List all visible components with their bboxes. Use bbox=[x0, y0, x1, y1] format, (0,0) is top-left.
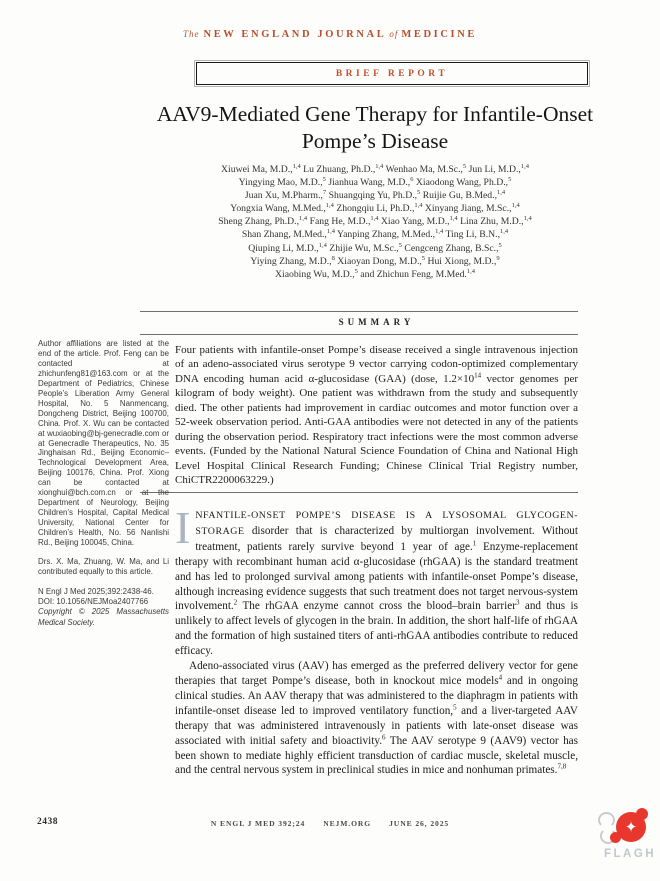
author-line: Qiuping Li, M.D.,$^{1,4}$ Zhijie Wu, M.Sc.,$^5$ Cengceng Zhang, B.Sc.,$^5$ bbox=[248, 241, 502, 254]
watermark-text: FLAGH bbox=[604, 848, 657, 860]
author-line: Yingying Mao, M.D.,$^5$ Jianhua Wang, M.D.,$^6$ Xiaodong Wang, Ph.D.,$^5$ bbox=[238, 175, 512, 189]
summary-rule-top bbox=[140, 311, 578, 312]
summary-heading: SUMMARY bbox=[338, 317, 415, 327]
summary-rule-bottom bbox=[140, 492, 578, 493]
article-body bbox=[175, 502, 578, 790]
contributions-note: Drs. X. Ma, Zhuang, W. Ma, and Li contributed equally to this article. bbox=[38, 557, 169, 576]
page-number: 2438 bbox=[37, 817, 58, 827]
summary-rule-mid bbox=[140, 334, 578, 335]
footer-date: JUNE 26, 2025 bbox=[389, 819, 450, 828]
citation-block bbox=[38, 587, 169, 628]
brief-report-banner bbox=[194, 60, 590, 87]
author-line: Yongxia Wang, M.Med.,$^{1,4}$ Zhongqiu Li, Ph.D.,$^{1,4}$ Xinyang Jiang, M.Sc.,$^{1,4}$ bbox=[230, 202, 520, 215]
author-line: Juan Xu, M.Pharm.,$^7$ Shuangqing Yu, Ph.D.,$^5$ Ruijie Gu, B.Med.,$^{1,4}$ bbox=[244, 188, 506, 202]
copyright-line: Copyright © 2025 Massachusetts Medical Society. bbox=[38, 607, 169, 627]
brief-report-banner-inner bbox=[196, 62, 588, 85]
body-paragraph-1 bbox=[175, 502, 578, 659]
footer-site: NEJM.ORG bbox=[323, 819, 372, 828]
masthead-the: The bbox=[183, 29, 200, 39]
masthead-main: NEW ENGLAND JOURNAL bbox=[203, 29, 387, 40]
watermark-star-icon: ✦ bbox=[624, 819, 638, 836]
lead-smallcaps: NFANTILE-ONSET POMPE’S DISEASE IS A LYSOSOMAL GLYCOGEN-STORAGE bbox=[195, 510, 578, 537]
author-line: Xiaobing Wu, M.D.,$^5$ and Zhichun Feng, M.Med.$^{1,4}$ bbox=[275, 267, 475, 280]
masthead-medicine: MEDICINE bbox=[401, 29, 477, 40]
paragraph-1-text: disorder that is characterized by multiorgan involvement. Without treatment, patients rarely survive beyond 1 year of age.$^1$ Enzyme-replacement therapy with recombinant human acid α-glucosidase (rhGAA) is the standard treatment and has led to prolonged survival among patients with infantile-onset Pompe’s disease, although increasing evidence suggests that such treatment does not target nervous-system involvement.$^2$ The rhGAA enzyme cannot cross the blood–brain barrier$^3$ and thus is unlikely to affect levels of glycogen in the brain. In addition, the short half-life of rhGAA and the formation of high sustained titers of anti-rhGAA antibodies contribute to reduced efficacy. bbox=[175, 524, 578, 658]
doi-line: DOI: 10.1056/NEJMoa2407766 bbox=[38, 597, 149, 607]
author-line: Yiying Zhang, M.D.,$^8$ Xiaoyan Dong, M.D.,$^5$ Hui Xiong, M.D.,$^9$ bbox=[250, 254, 500, 267]
footer-journal-line bbox=[130, 819, 530, 828]
brief-report-label: BRIEF REPORT bbox=[335, 68, 449, 79]
dropcap: I bbox=[175, 502, 191, 553]
margin-notes bbox=[38, 339, 169, 628]
footer-citation: N ENGL J MED 392;24 bbox=[210, 819, 306, 828]
affiliations-note: Author affiliations are listed at the end of the article. Prof. Feng can be contacted at zhichunfeng81@163.com or at the Department of Pediatrics, Chinese People’s Liberation Army General Hospital, No. 5 Nanmencang, Dongcheng District, Beijing 100700, China. Prof. X. Wu can be contacted at wuxiaobing@bj-genecradle.com or at Genecradle Therapeutics, No. 35 Jinghaisan Rd., Beijing Economic–Technological Development Area, Beijing 100176, China. Prof. Xiong can be contacted at xionghui@bch.com.cn or at the Department of Neurology, Beijing Children’s Hospital, Capital Medical University, National Center for Children’s Health, No. 56 Nanlishi Rd., Beijing 100045, China. bbox=[38, 339, 169, 548]
article-title: AAV9-Mediated Gene Therapy for Infantile-Onset Pompe’s Disease bbox=[156, 102, 594, 153]
author-line: Sheng Zhang, Ph.D.,$^{1,4}$ Fang He, M.D.,$^{1,4}$ Xiao Yang, M.D.,$^{1,4}$ Lina Zhu, M.D.,$^{1,4}$ bbox=[218, 215, 532, 228]
author-list bbox=[140, 163, 610, 281]
watermark-glyph-icon bbox=[598, 812, 615, 828]
summary-text: Four patients with infantile-onset Pompe’s disease received a single intravenous injection of an adeno-associated virus serotype 9 vector carrying codon-optimized complementary DNA encoding human acid α-glucosidase (GAA) (dose, $1.2\times 10^{14}$ vector genomes per kilogram of body weight). One patient was withdrawn from the study and subsequently died. The other patients had improvement in cardiac outcomes and motor function over a 52-week observation period. Anti-GAA antibodies were not detected in any of the patients during the observation period. Respiratory tract infections were the most common adverse events. (Funded by the National Natural Science Foundation of China and National High Level Hospital Clinical Research Funding; Chinese Clinical Trial Registry number, ChiCTR2200063229.) bbox=[175, 344, 578, 487]
citation-line: N Engl J Med 2025;392:2438-46. bbox=[38, 586, 154, 596]
body-paragraph-2: Adeno-associated virus (AAV) has emerged as the preferred delivery vector for gene therapies that target Pompe’s disease, both in knockout mice models$^4$ and in ongoing clinical studies. An AAV therapy that was administered to the diaphragm in patients with infantile-onset disease led to improved ventilatory function,$^5$ and a liver-targeted AAV therapy that was administered intravenously in patients with late-onset disease was associated with initial safety and bioactivity.$^6$ The AAV serotype 9 (AAV9) vector has been shown to mediate highly efficient transduction of cardiac muscle, skeletal muscle, and the central nervous system in preclinical studies in mice and nonhuman primates.$^{7,8}$ bbox=[175, 660, 578, 777]
masthead-of: of bbox=[389, 29, 399, 39]
journal-masthead bbox=[0, 24, 660, 42]
author-line: Shan Zhang, M.Med.,$^{1,4}$ Yanping Zhang, M.Med.,$^{1,4}$ Ting Li, B.N.,$^{1,4}$ bbox=[241, 228, 509, 241]
author-line: Xiuwei Ma, M.D.,$^{1,4}$ Lu Zhuang, Ph.D.,$^{1,4}$ Wenhao Ma, M.Sc.,$^5$ Jun Li, M.D.,$^{1,4}$ bbox=[221, 162, 529, 175]
flagh-watermark bbox=[596, 806, 660, 868]
